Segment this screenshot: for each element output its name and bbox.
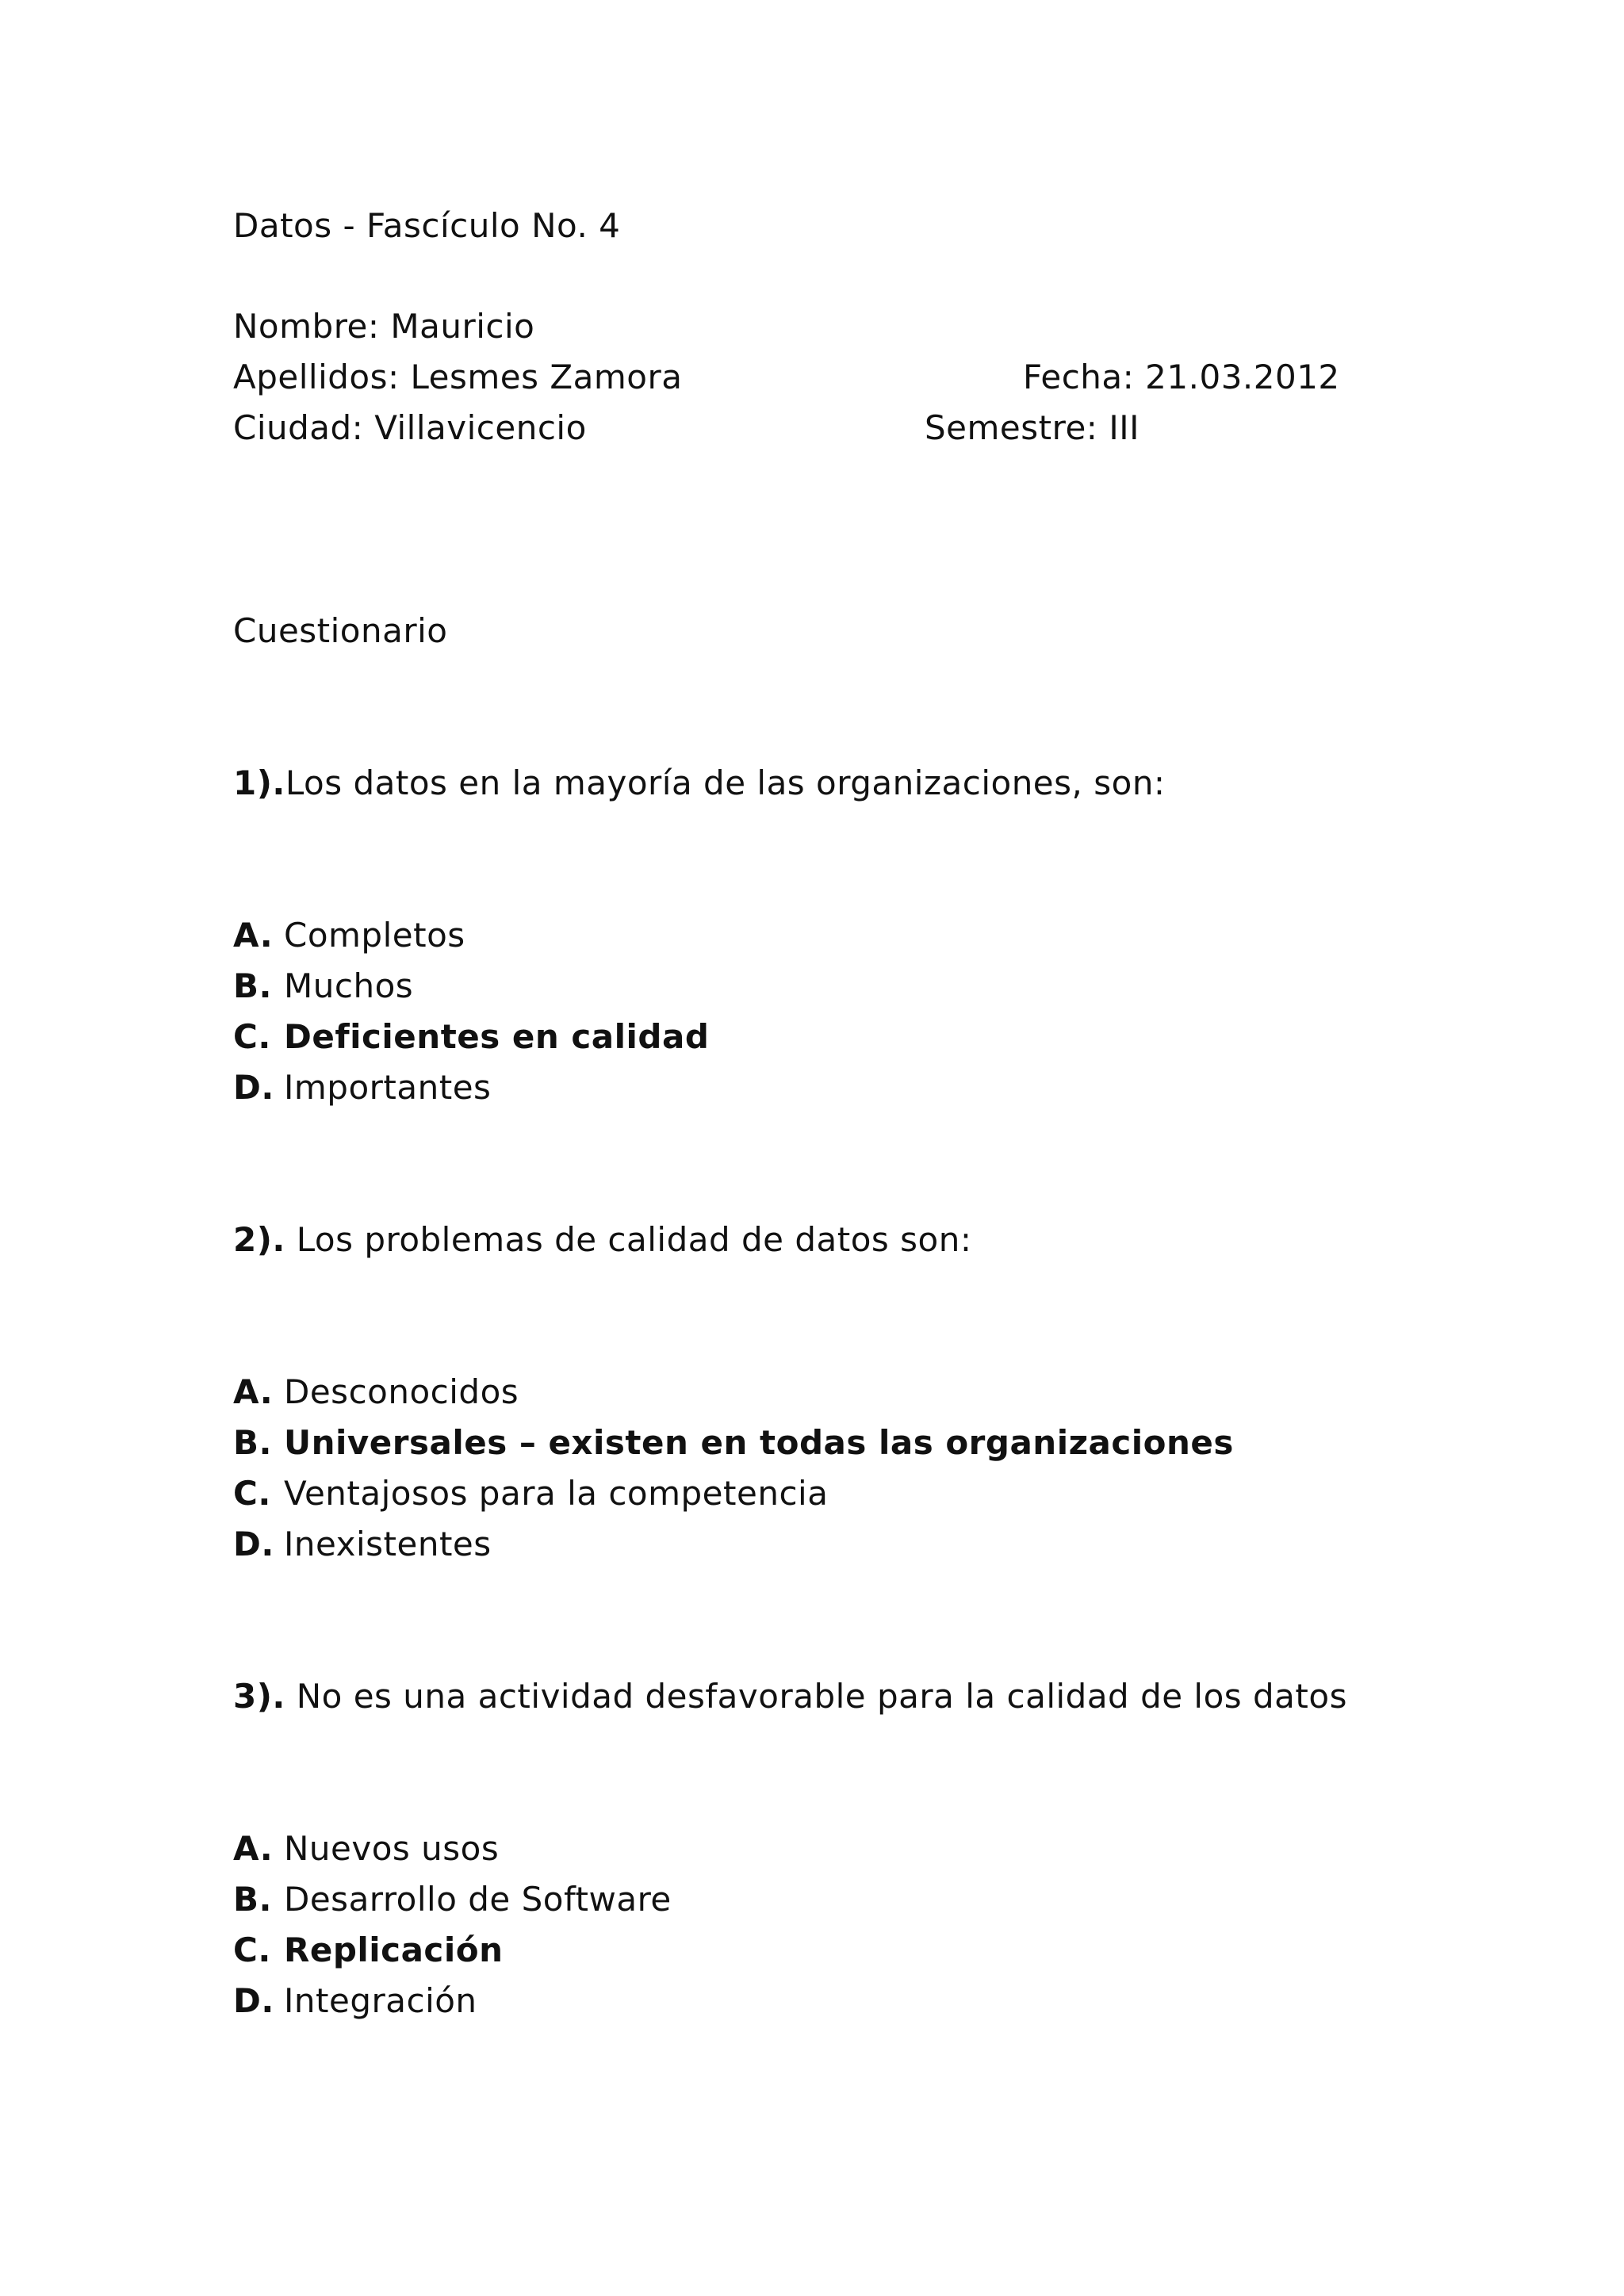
option-letter: D. xyxy=(233,1981,274,2020)
question-3-option-b xyxy=(233,1877,672,1922)
nombre-colon: : xyxy=(367,307,380,346)
question-1 xyxy=(233,761,1166,806)
option-text: Integración xyxy=(284,1981,477,2020)
document-title-text: Datos - Fascículo No. 4 xyxy=(233,206,621,245)
option-letter: C. xyxy=(233,1017,271,1056)
question-2-option-a xyxy=(233,1370,519,1414)
option-letter: D. xyxy=(233,1525,274,1563)
option-text: Muchos xyxy=(284,966,414,1005)
option-text: Nuevos usos xyxy=(284,1829,500,1868)
question-3-option-a xyxy=(233,1827,499,1871)
option-letter: B. xyxy=(233,1880,272,1919)
question-2-option-d xyxy=(233,1522,492,1567)
option-letter: C. xyxy=(233,1931,271,1969)
option-letter: B. xyxy=(233,1423,272,1462)
option-letter: A. xyxy=(233,1829,274,1868)
option-text: Ventajosos para la competencia xyxy=(284,1474,829,1513)
section-title-text: Cuestionario xyxy=(233,611,448,650)
question-2-option-b xyxy=(233,1421,1234,1465)
fecha-colon: : xyxy=(1122,358,1135,396)
question-1-option-c xyxy=(233,1015,709,1059)
question-3 xyxy=(233,1674,1347,1719)
option-text: Importantes xyxy=(284,1068,492,1107)
option-text: Completos xyxy=(284,916,465,955)
question-number: 2). xyxy=(233,1220,285,1259)
question-1-option-a xyxy=(233,913,465,958)
apellidos-row xyxy=(233,355,683,400)
question-3-option-d xyxy=(233,1979,477,2023)
option-letter: D. xyxy=(233,1068,274,1107)
semestre-colon: : xyxy=(1086,408,1098,447)
semestre-value: III xyxy=(1109,408,1139,447)
nombre-row xyxy=(233,304,534,349)
option-text-selected: Deficientes en calidad xyxy=(284,1017,710,1056)
semestre-label: Semestre xyxy=(925,408,1086,447)
option-text-selected: Replicación xyxy=(284,1931,504,1969)
question-1-option-b xyxy=(233,964,413,1008)
apellidos-colon: : xyxy=(387,358,400,396)
ciudad-value: Villavicencio xyxy=(374,408,587,447)
option-letter: B. xyxy=(233,966,272,1005)
fecha-label: Fecha xyxy=(1023,358,1123,396)
option-text: Desarrollo de Software xyxy=(284,1880,672,1919)
fecha-row xyxy=(1023,355,1340,400)
question-text: Los problemas de calidad de datos son: xyxy=(296,1220,972,1259)
question-2 xyxy=(233,1218,972,1262)
ciudad-label: Ciudad xyxy=(233,408,352,447)
option-text: Desconocidos xyxy=(284,1372,519,1411)
option-letter: A. xyxy=(233,916,274,955)
option-text-selected: Universales – existen en todas las organizaciones xyxy=(284,1423,1234,1462)
question-number: 1). xyxy=(233,763,285,802)
ciudad-colon: : xyxy=(351,408,364,447)
question-text: Los datos en la mayoría de las organizaciones, son: xyxy=(285,763,1166,802)
option-letter: C. xyxy=(233,1474,271,1513)
ciudad-row xyxy=(233,406,587,450)
apellidos-value: Lesmes Zamora xyxy=(410,358,683,396)
document-title xyxy=(233,204,620,248)
question-1-option-d xyxy=(233,1066,491,1110)
nombre-label: Nombre xyxy=(233,307,368,346)
option-text: Inexistentes xyxy=(284,1525,492,1563)
fecha-value: 21.03.2012 xyxy=(1145,358,1340,396)
nombre-value: Mauricio xyxy=(390,307,535,346)
question-number: 3). xyxy=(233,1677,285,1716)
section-title xyxy=(233,609,448,653)
question-3-option-c xyxy=(233,1928,503,1973)
question-text: No es una actividad desfavorable para la calidad de los datos xyxy=(296,1677,1347,1716)
apellidos-label: Apellidos xyxy=(233,358,388,396)
semestre-row xyxy=(925,406,1139,450)
question-2-option-c xyxy=(233,1471,828,1516)
option-letter: A. xyxy=(233,1372,274,1411)
